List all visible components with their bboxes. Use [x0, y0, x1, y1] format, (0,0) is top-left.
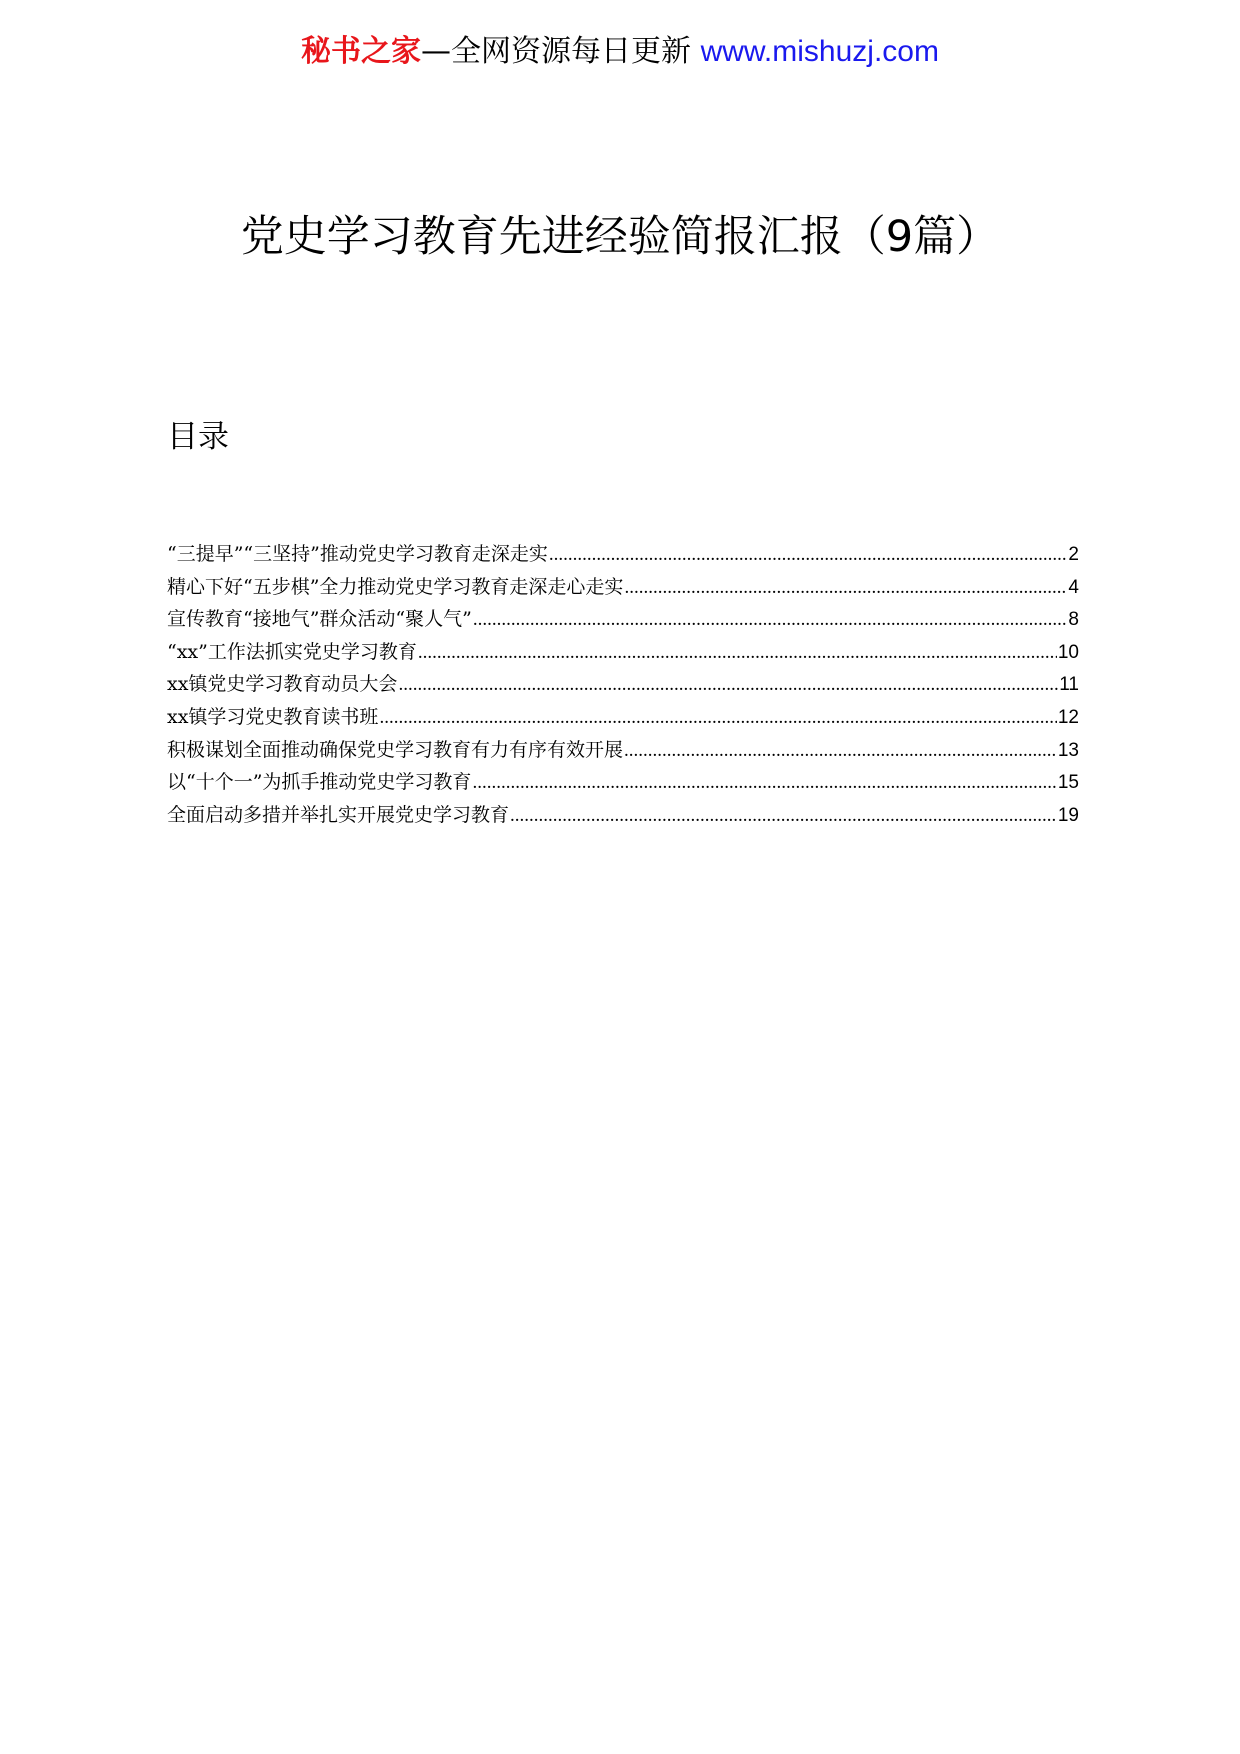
document-title: 党史学习教育先进经验简报汇报（9篇） — [240, 212, 1000, 262]
toc-entry-title: “xx”工作法抓实党史学习教育 — [167, 640, 417, 663]
toc-entry-title: 积极谋划全面推动确保党史学习教育有力有序有效开展 — [167, 738, 624, 761]
dot-leader — [510, 800, 1057, 833]
toc-entry[interactable] — [167, 668, 1079, 701]
brand-name[interactable]: 秘书之家 — [301, 34, 422, 69]
toc-entry-title: 全面启动多措并举扎实开展党史学习教育 — [167, 803, 510, 826]
toc-entry[interactable] — [167, 799, 1079, 832]
toc-entry-page: 15 — [1057, 772, 1079, 794]
toc-entry-page: 19 — [1057, 804, 1079, 826]
table-of-contents — [167, 538, 1079, 831]
dot-leader — [549, 539, 1068, 572]
toc-heading: 目录 — [167, 419, 229, 455]
dot-leader — [398, 669, 1058, 702]
toc-entry-title: xx镇学习党史教育读书班 — [167, 705, 379, 728]
dot-leader — [624, 572, 1067, 605]
toc-entry[interactable] — [167, 571, 1079, 604]
site-banner — [0, 30, 1240, 74]
banner-tagline: —全网资源每日更新 — [421, 34, 692, 69]
toc-entry-page: 12 — [1057, 706, 1079, 728]
toc-entry-title: 宣传教育“接地气”群众活动“聚人气” — [167, 608, 472, 631]
dot-leader — [379, 702, 1056, 735]
toc-entry-page: 4 — [1068, 576, 1079, 598]
toc-entry-title: xx镇党史学习教育动员大会 — [167, 673, 398, 696]
toc-entry-page: 11 — [1059, 674, 1079, 696]
dot-leader — [624, 735, 1057, 768]
toc-entry[interactable] — [167, 636, 1079, 669]
toc-entry-title: “三提早”“三坚持”推动党史学习教育走深走实 — [167, 543, 548, 565]
toc-entry[interactable] — [167, 538, 1079, 571]
toc-entry-page: 8 — [1068, 609, 1079, 631]
site-url-link[interactable]: www.mishuzj.com — [700, 35, 939, 68]
toc-entry-page: 13 — [1057, 739, 1079, 761]
toc-entry[interactable] — [167, 603, 1079, 636]
toc-entry[interactable] — [167, 734, 1079, 767]
toc-entry-page: 10 — [1057, 641, 1079, 663]
toc-entry[interactable] — [167, 701, 1079, 734]
toc-entry[interactable] — [167, 766, 1079, 799]
toc-entry-title: 精心下好“五步棋”全力推动党史学习教育走深走心走实 — [167, 575, 624, 598]
toc-entry-page: 2 — [1068, 544, 1079, 565]
toc-entry-title: 以“十个一”为抓手推动党史学习教育 — [167, 771, 472, 794]
dot-leader — [473, 604, 1068, 637]
dot-leader — [418, 637, 1057, 670]
dot-leader — [472, 767, 1056, 800]
